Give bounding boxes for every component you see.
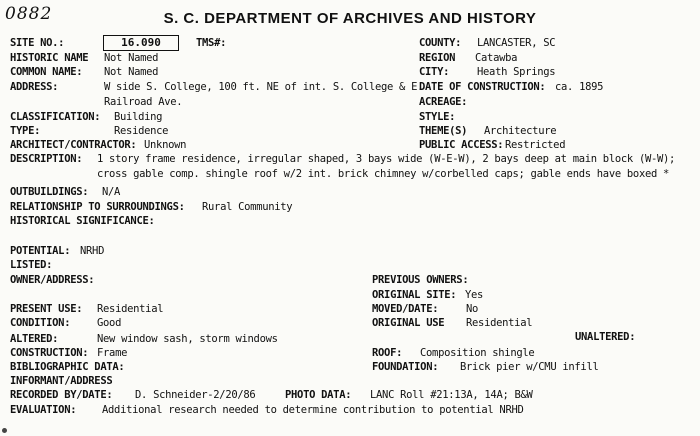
public-access-label: PUBLIC ACCESS: [419, 139, 504, 151]
city-value: Heath Springs [477, 66, 556, 78]
address-line-1: W side S. College, 100 ft. NE of int. S. College & E. [104, 81, 424, 93]
handwritten-number: 0882 [5, 4, 53, 24]
classification-label: CLASSIFICATION: [10, 111, 101, 123]
classification-value: Building [114, 111, 163, 123]
style-label: STYLE: [419, 111, 456, 123]
acreage-label: ACREAGE: [419, 96, 468, 108]
potential-label: POTENTIAL: [10, 245, 71, 257]
bibliographic-label: BIBLIOGRAPHIC DATA: [10, 361, 125, 373]
description-line-2: cross gable comp. shingle roof w/2 int. brick chimney w/corbelled caps; gable ends have boxed * [97, 168, 670, 180]
type-label: TYPE: [10, 125, 41, 137]
foundation-label: FOUNDATION: [372, 361, 439, 373]
roof-label: ROOF: [372, 347, 403, 359]
region-label: REGION [419, 52, 456, 64]
moved-date-label: MOVED/DATE: [372, 303, 439, 315]
date-construction-value: ca. 1895 [555, 81, 604, 93]
original-use-value: Residential [466, 317, 533, 329]
county-value: LANCASTER, SC [477, 37, 556, 49]
recorded-value: D. Schneider-2/20/86 [135, 389, 256, 401]
original-site-label: ORIGINAL SITE: [372, 289, 457, 301]
original-site-value: Yes [465, 289, 484, 301]
evaluation-value: Additional research needed to determine contribution to potential NRHD [102, 404, 524, 416]
condition-value: Good [97, 317, 122, 329]
historic-name-label: HISTORIC NAME [10, 52, 89, 64]
site-no-value: 16.090 [103, 35, 179, 51]
relationship-label: RELATIONSHIP TO SURROUNDINGS: [10, 201, 185, 213]
date-construction-label: DATE OF CONSTRUCTION: [419, 81, 546, 93]
foundation-value: Brick pier w/CMU infill [460, 361, 599, 373]
evaluation-label: EVALUATION: [10, 404, 77, 416]
relationship-value: Rural Community [202, 201, 293, 213]
site-no-label: SITE NO.: [10, 37, 65, 49]
condition-label: CONDITION: [10, 317, 71, 329]
informant-label: INFORMANT/ADDRESS [10, 375, 113, 387]
owner-label: OWNER/ADDRESS: [10, 274, 95, 286]
city-label: CITY: [419, 66, 450, 78]
photo-label: PHOTO DATA: [285, 389, 352, 401]
recorded-label: RECORDED BY/DATE: [10, 389, 113, 401]
present-use-value: Residential [97, 303, 164, 315]
construction-label: CONSTRUCTION: [10, 347, 89, 359]
common-name-value: Not Named [104, 66, 159, 78]
header-title: S. C. DEPARTMENT OF ARCHIVES AND HISTORY [163, 10, 537, 27]
architect-label: ARCHITECT/CONTRACTOR: [10, 139, 137, 151]
architect-value: Unknown [144, 139, 187, 151]
construction-value: Frame [97, 347, 128, 359]
historical-significance-label: HISTORICAL SIGNIFICANCE: [10, 215, 155, 227]
description-line-1: 1 story frame residence, irregular shaped, 3 bays wide (W-E-W), 2 bays deep at main block (W-W); [97, 153, 676, 165]
address-line-2: Railroad Ave. [104, 96, 183, 108]
themes-value: Architecture [484, 125, 557, 137]
present-use-label: PRESENT USE: [10, 303, 83, 315]
public-access-value: Restricted [505, 139, 566, 151]
common-name-label: COMMON NAME: [10, 66, 83, 78]
altered-value: New window sash, storm windows [97, 333, 278, 345]
tms-label: TMS#: [196, 37, 227, 49]
county-label: COUNTY: [419, 37, 462, 49]
previous-owners-label: PREVIOUS OWNERS: [372, 274, 469, 286]
type-value: Residence [114, 125, 169, 137]
potential-value: NRHD [80, 245, 105, 257]
outbuildings-value: N/A [102, 186, 121, 198]
unaltered-label: UNALTERED: [575, 331, 636, 343]
region-value: Catawba [475, 52, 518, 64]
outbuildings-label: OUTBUILDINGS: [10, 186, 89, 198]
themes-label: THEME(S) [419, 125, 468, 137]
description-label: DESCRIPTION: [10, 153, 83, 165]
historic-name-value: Not Named [104, 52, 159, 64]
altered-label: ALTERED: [10, 333, 59, 345]
address-label: ADDRESS: [10, 81, 59, 93]
ink-dot [2, 428, 7, 433]
original-use-label: ORIGINAL USE [372, 317, 445, 329]
listed-label: LISTED: [10, 259, 53, 271]
moved-date-value: No [466, 303, 479, 315]
photo-value: LANC Roll #21:13A, 14A; B&W [370, 389, 533, 401]
roof-value: Composition shingle [420, 347, 535, 359]
